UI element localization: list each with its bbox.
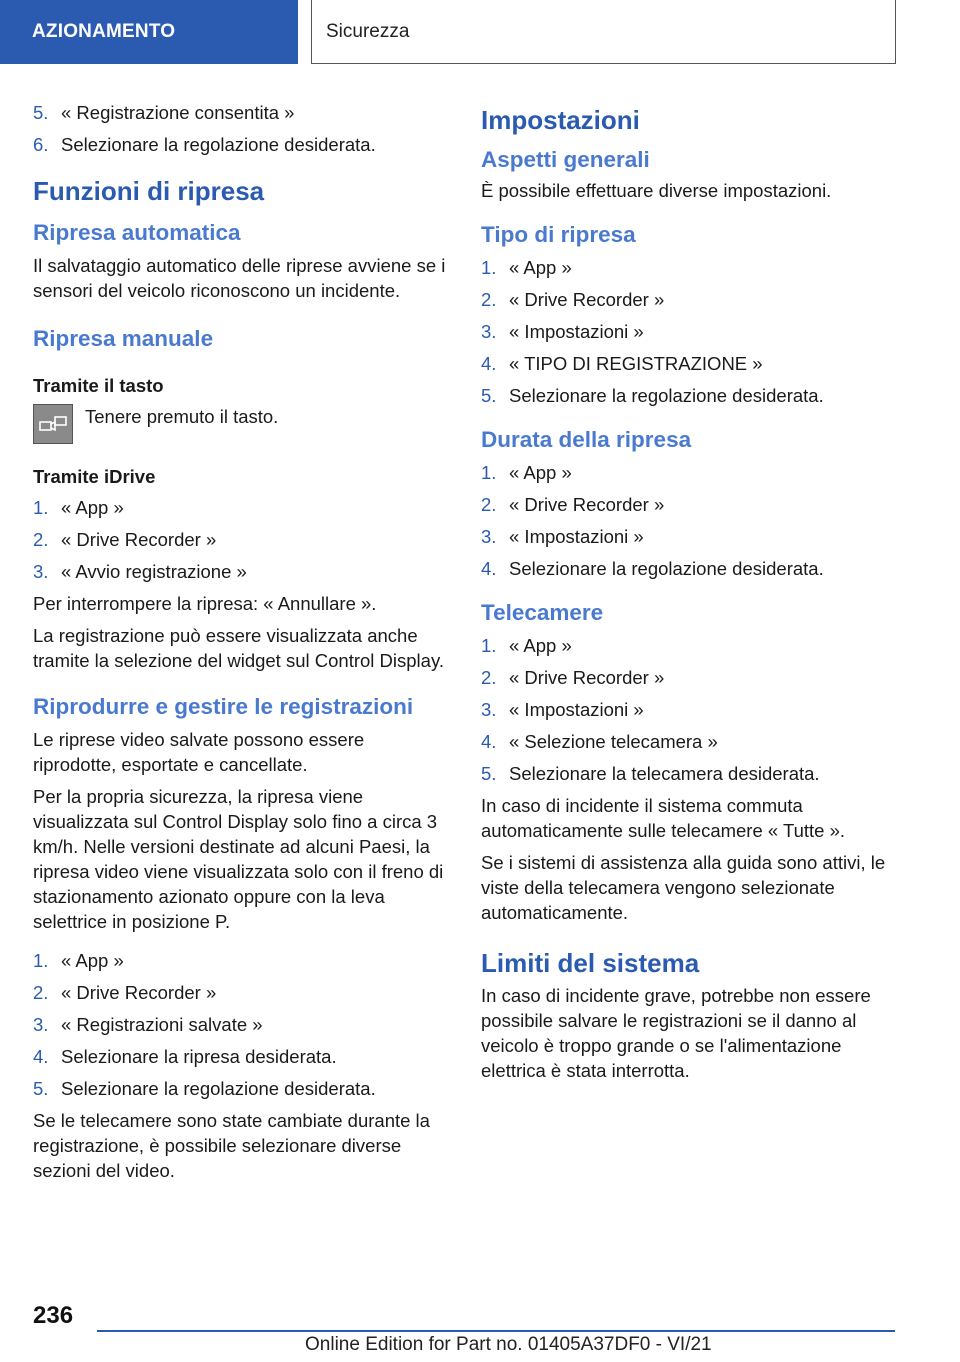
paragraph-riprese: Le riprese video salvate possono essere riprodotte, esportate e cancellate.	[33, 729, 365, 775]
paragraph-aspetti: È possibile effettuare diverse impostazioni.	[481, 180, 832, 201]
list-item-text: « App »	[509, 635, 572, 656]
list-item	[33, 980, 447, 1005]
heading-aspetti-generali: Aspetti generali	[481, 147, 650, 172]
list-item-text: Selezionare la ripresa desiderata.	[61, 1046, 337, 1067]
list-item-number: 1.	[481, 462, 497, 483]
heading-telecamere: Telecamere	[481, 600, 604, 625]
record-button-icon	[33, 404, 73, 444]
footer-divider	[97, 1330, 895, 1332]
list-item-number: 3.	[33, 1014, 49, 1035]
paragraph-limiti: In caso di incidente grave, potrebbe non essere possibile salvare le registrazioni se il danno al veicolo è troppo grande o se l'alimentazione elettrica è stata interrotta.	[481, 985, 871, 1081]
list-item	[33, 1076, 447, 1101]
list-item-text: « TIPO DI REGISTRAZIONE »	[509, 353, 763, 374]
list-item-number: 3.	[33, 561, 49, 582]
paragraph-incidente: In caso di incidente il sistema commuta automaticamente sulle telecamere « Tutte ».	[481, 795, 846, 841]
list-item	[33, 1012, 447, 1037]
list-item-text: Selezionare la regolazione desiderata.	[61, 134, 376, 155]
list-item-number: 4.	[481, 558, 497, 579]
heading-ripresa-manuale: Ripresa manuale	[33, 326, 214, 351]
list-item-number: 3.	[481, 699, 497, 720]
list-item	[481, 351, 895, 376]
list-item-number: 5.	[481, 385, 497, 406]
list-item-text: « Registrazioni salvate »	[61, 1014, 263, 1035]
list-item-text: « Drive Recorder »	[61, 529, 217, 550]
paragraph-automatica: Il salvataggio automatico delle riprese avviene se i sensori del veicolo riconoscono un incidente.	[33, 255, 446, 301]
list-item	[33, 948, 447, 973]
list-item-text: « Drive Recorder »	[509, 494, 665, 515]
list-item-text: « Impostazioni »	[509, 321, 644, 342]
list-item	[481, 383, 895, 408]
list-item-number: 4.	[481, 731, 497, 752]
list-item-number: 2.	[481, 667, 497, 688]
page-number: 236	[33, 1302, 74, 1329]
list-item-number: 5.	[481, 763, 497, 784]
list-item-text: « Impostazioni »	[509, 526, 644, 547]
list-item-text: Selezionare la regolazione desiderata.	[61, 1078, 376, 1099]
list-item	[481, 492, 895, 517]
footer-edition: Online Edition for Part no. 01405A37DF0 - VI/21	[305, 1334, 712, 1355]
list-top	[33, 100, 447, 157]
list-item	[481, 319, 895, 344]
list-item-text: Selezionare la telecamera desiderata.	[509, 763, 820, 784]
list-item-text: « Drive Recorder »	[61, 982, 217, 1003]
paragraph-assistenza: Se i sistemi di assistenza alla guida sono attivi, le viste della telecamera vengono selezionate automaticamente.	[481, 852, 886, 923]
list-item-number: 1.	[33, 950, 49, 971]
list-item-number: 3.	[481, 321, 497, 342]
list-item-number: 1.	[33, 497, 49, 518]
list-item-number: 2.	[33, 529, 49, 550]
heading-tramite-idrive: Tramite iDrive	[33, 466, 156, 487]
list-item-number: 5.	[33, 1078, 49, 1099]
left-column	[33, 100, 447, 1190]
list-item-text: « Drive Recorder »	[509, 667, 665, 688]
list-item-text: « Impostazioni »	[509, 699, 644, 720]
list-durata	[481, 460, 895, 581]
paragraph-telecamere-cambiate: Se le telecamere sono state cambiate durante la registrazione, è possibile selezionare diverse sezioni del video.	[33, 1110, 430, 1181]
list-item-number: 5.	[33, 102, 49, 123]
list-item-text: « Selezione telecamera »	[509, 731, 718, 752]
list-item	[33, 100, 447, 125]
list-item	[33, 527, 447, 552]
list-item-number: 2.	[481, 494, 497, 515]
list-item-number: 3.	[481, 526, 497, 547]
list-item-text: « Avvio registrazione »	[61, 561, 247, 582]
heading-funzioni: Funzioni di ripresa	[33, 176, 265, 206]
list-item-number: 2.	[33, 982, 49, 1003]
list-item-number: 4.	[33, 1046, 49, 1067]
list-item	[481, 729, 895, 754]
list-item	[33, 1044, 447, 1069]
heading-tipo-ripresa: Tipo di ripresa	[481, 222, 636, 247]
paragraph-tasto: Tenere premuto il tasto.	[85, 406, 279, 427]
heading-durata-ripresa: Durata della ripresa	[481, 427, 692, 452]
list-item	[481, 761, 895, 786]
list-registrazioni	[33, 948, 447, 1101]
list-item-number: 6.	[33, 134, 49, 155]
list-telecamere	[481, 633, 895, 786]
heading-ripresa-automatica: Ripresa automatica	[33, 220, 241, 245]
list-item-number: 2.	[481, 289, 497, 310]
header-section: AZIONAMENTO	[0, 0, 298, 64]
list-item-text: « Drive Recorder »	[509, 289, 665, 310]
list-item	[481, 633, 895, 658]
right-column	[481, 100, 895, 1090]
list-item	[481, 665, 895, 690]
list-item-text: « App »	[61, 950, 124, 971]
paragraph-sicurezza: Per la propria sicurezza, la ripresa viene visualizzata sul Control Display solo fino a circa 3 km/h. Nelle versioni destinate ad alcuni Paesi, la ripresa video viene visualizzata solo con il freno di stazionamento azionato oppure con la leva selettrice in posizione P.	[33, 786, 444, 932]
list-item	[481, 460, 895, 485]
list-item-number: 1.	[481, 635, 497, 656]
list-item	[481, 697, 895, 722]
button-instruction	[33, 404, 447, 444]
list-item-text: « App »	[509, 462, 572, 483]
list-item	[481, 255, 895, 280]
paragraph-interrompere: Per interrompere la ripresa: « Annullare ».	[33, 593, 377, 614]
list-item	[481, 287, 895, 312]
heading-limiti: Limiti del sistema	[481, 948, 700, 978]
heading-tramite-tasto: Tramite il tasto	[33, 375, 164, 396]
list-item-text: Selezionare la regolazione desiderata.	[509, 558, 824, 579]
list-item-text: « App »	[509, 257, 572, 278]
list-idrive	[33, 495, 447, 584]
list-item	[33, 132, 447, 157]
list-item-text: « Registrazione consentita »	[61, 102, 295, 123]
header-subsection: Sicurezza	[311, 0, 896, 64]
list-tipo	[481, 255, 895, 408]
paragraph-widget: La registrazione può essere visualizzata anche tramite la selezione del widget sul Control Display.	[33, 625, 444, 671]
list-item-text: « App »	[61, 497, 124, 518]
list-item	[33, 495, 447, 520]
heading-impostazioni: Impostazioni	[481, 105, 640, 135]
list-item	[481, 524, 895, 549]
heading-riprodurre: Riprodurre e gestire le registrazioni	[33, 694, 414, 719]
list-item-number: 1.	[481, 257, 497, 278]
list-item	[33, 559, 447, 584]
list-item-number: 4.	[481, 353, 497, 374]
list-item	[481, 556, 895, 581]
list-item-text: Selezionare la regolazione desiderata.	[509, 385, 824, 406]
